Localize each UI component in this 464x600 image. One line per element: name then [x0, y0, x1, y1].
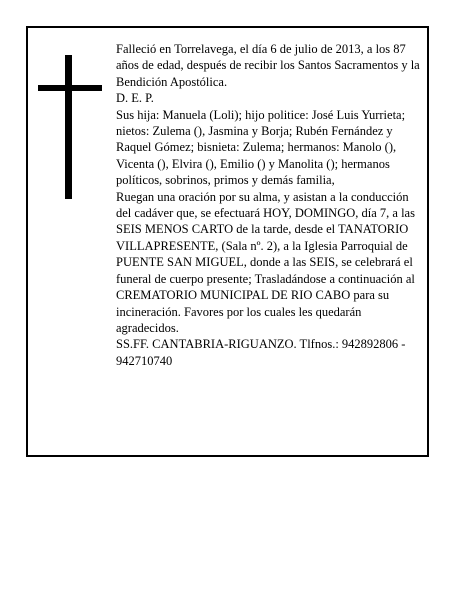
- rest-in-peace: D. E. P.: [116, 91, 154, 106]
- cross-vertical-bar: [65, 55, 72, 199]
- family-members: Sus hija: Manuela (Loli); hijo politice: José Luis Yurrieta; nietos: Zulema (), Jasmina y Borja; Rubén Fernández y Raquel Gómez; bisnieta: Zulema; hermanos: Manolo (), Vicenta (), Elvira (), Emilio () y Manolita (); hermanos políticos, sobrinos, primos y demás familia,: [116, 107, 406, 188]
- funeral-home-contact: SS.FF. CANTABRIA-RIGUANZO. Tlfnos.: 942892806 - 942710740: [116, 337, 406, 368]
- obituary-notice: [26, 26, 429, 457]
- obituary-text: [116, 41, 422, 369]
- cross-horizontal-bar: [38, 85, 102, 91]
- death-announcement: Falleció en Torrelavega, el día 6 de julio de 2013, a los 87 años de edad, después de recibir los Santos Sacramentos y la Bendición Apostólica.: [116, 42, 420, 89]
- cross-icon: [38, 55, 102, 199]
- funeral-details: Ruegan una oración por su alma, y asistan a la conducción del cadáver que, se efectuará HOY, DOMINGO, día 7, a las SEIS MENOS CARTO de la tarde, desde el TANATORIO VILLAPRESENTE, (Sala nº. 2), a la Iglesia Parroquial de PUENTE SAN MIGUEL, donde a las SEIS, se celebrará el funeral de cuerpo presente; Trasladándose a continuación al CREMATORIO MUNICIPAL DE RIO CABO para su incineración. Favores por los cuales les quedarán agradecidos.: [116, 189, 415, 335]
